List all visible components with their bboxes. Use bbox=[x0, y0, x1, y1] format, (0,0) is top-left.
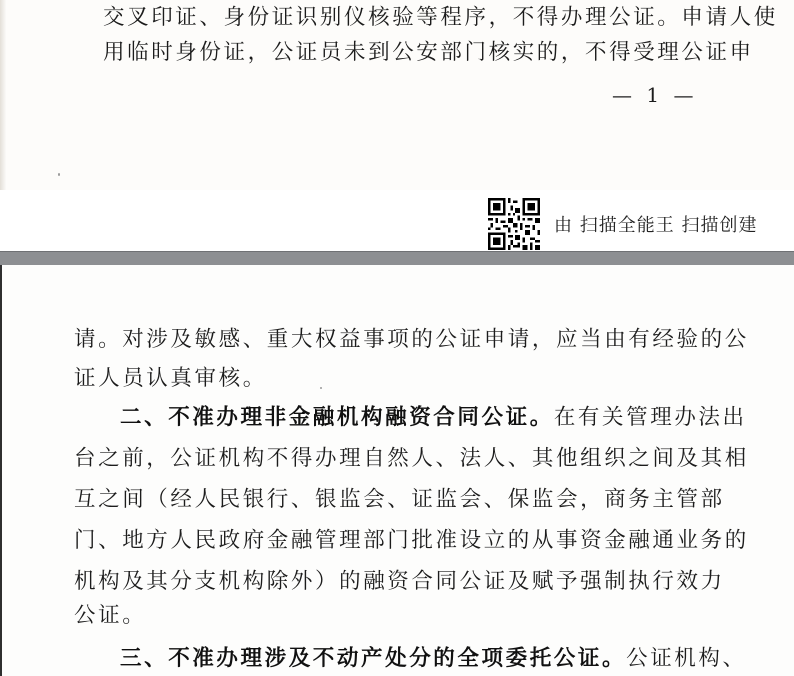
text-line: 交叉印证、身份证识别仪核验等程序，不得办理公证。申请人使 bbox=[103, 5, 778, 30]
scan-speck bbox=[320, 387, 322, 389]
section-2-first-line bbox=[120, 404, 747, 432]
scanner-credit: 由 扫描全能王 扫描创建 bbox=[554, 215, 758, 236]
scan-speck bbox=[58, 173, 60, 176]
text-line: 公证机构、 bbox=[626, 646, 747, 671]
section-heading: 三、不准办理涉及不动产处分的全项委托公证。 bbox=[120, 646, 627, 671]
text-line: 在有关管理办法出 bbox=[553, 405, 747, 430]
text-line: 机构及其分支机构除外）的融资合同公证及赋予强制执行效力 bbox=[74, 569, 725, 594]
text-line: 门、地方人民政府金融管理部门批准设立的从事资金融通业务的 bbox=[74, 528, 749, 553]
section-heading: 二、不准办理非金融机构融资合同公证。 bbox=[120, 405, 554, 430]
page-number: — 1 — bbox=[612, 83, 698, 107]
text-line: 公证。 bbox=[74, 603, 147, 628]
page-edge-shadow bbox=[0, 0, 6, 190]
section-3-first-line bbox=[120, 645, 747, 673]
text-line: 用临时身份证，公证员未到公安部门核实的，不得受理公证申 bbox=[103, 40, 754, 65]
text-line: 互之间（经人民银行、银监会、证监会、保监会，商务主管部 bbox=[74, 487, 725, 512]
text-line: 台之前，公证机构不得办理自然人、法人、其他组织之间及其相 bbox=[74, 446, 749, 471]
page-separator bbox=[0, 251, 794, 266]
qr-code-icon bbox=[488, 198, 540, 250]
text-line: 请。对涉及敏感、重大权益事项的公证申请，应当由有经验的公 bbox=[74, 327, 749, 352]
document-page-2 bbox=[0, 265, 794, 676]
text-line: 证人员认真审核。 bbox=[74, 366, 267, 391]
document-page-1 bbox=[0, 0, 794, 252]
